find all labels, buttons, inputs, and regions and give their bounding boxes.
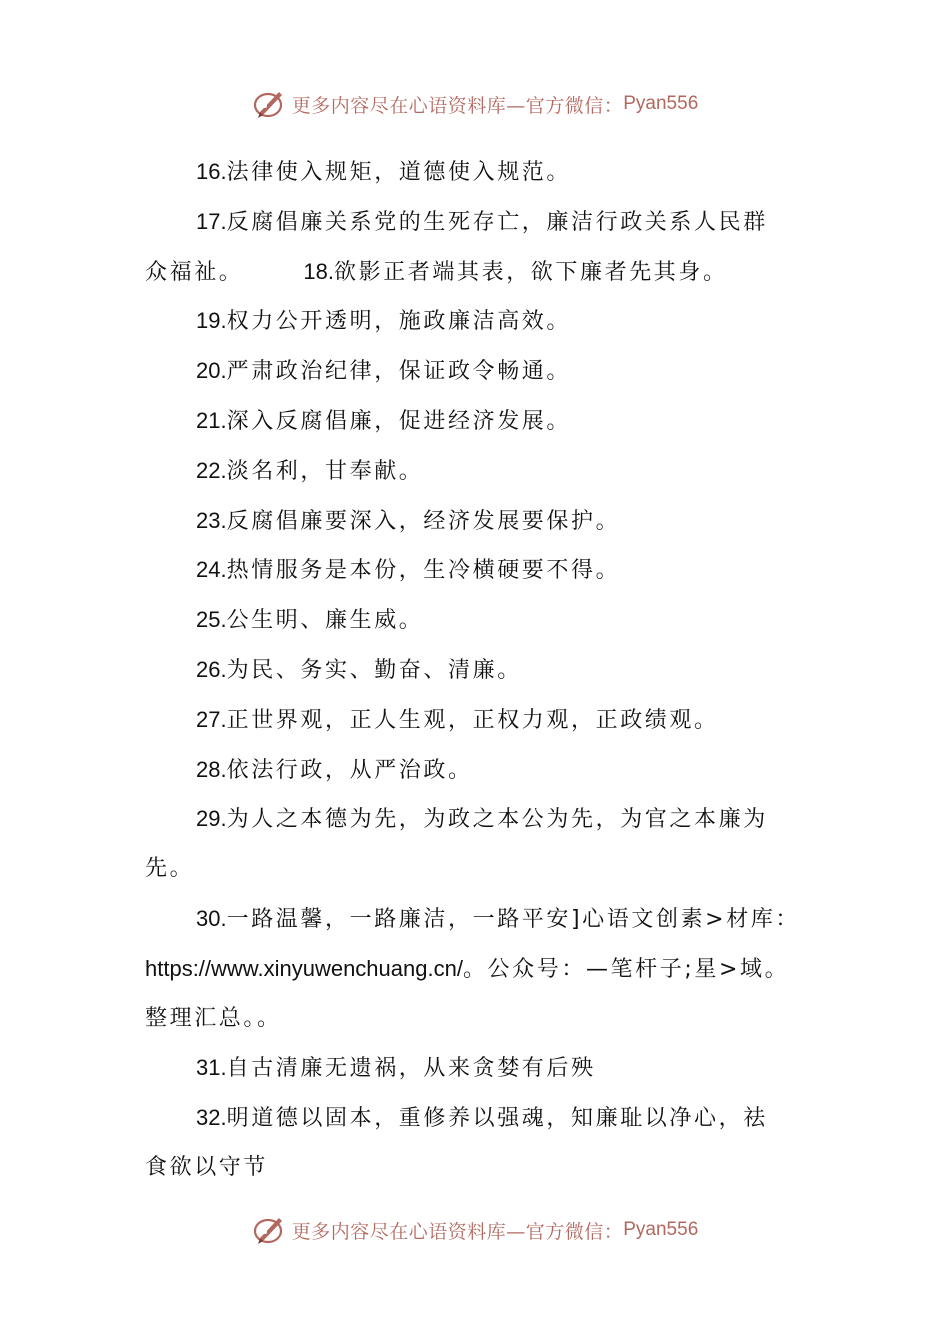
item-number: 26.: [196, 656, 227, 682]
item-number: 21.: [196, 407, 227, 433]
item-text: 公生明、廉生威。: [226, 608, 424, 634]
item-text: 反腐倡廉关系党的生死存亡，廉洁行政关系人民群: [226, 209, 768, 235]
item-text: 淡名利，甘奉献。: [226, 458, 424, 484]
list-item: [145, 695, 813, 745]
item-text: 为民、务实、勤奋、清廉。: [226, 657, 522, 683]
wechat-id: Pyan556: [623, 1219, 699, 1240]
list-item: [145, 147, 813, 197]
list-item: [145, 446, 813, 496]
list-item: [145, 396, 813, 446]
list-item: [145, 645, 813, 695]
pen-logo-icon: [252, 1212, 288, 1248]
item-text: 一路温馨，一路廉洁，一路平安]心语文创素>材库：: [226, 906, 801, 932]
item-number: 19.: [196, 308, 227, 334]
item-number: 23.: [196, 507, 227, 533]
list-item-continuation: [145, 944, 813, 994]
list-item: [145, 496, 813, 546]
wechat-id: Pyan556: [623, 93, 699, 114]
list-item: [145, 197, 813, 247]
item-number: 25.: [196, 607, 227, 633]
item-text: 法律使入规矩，道德使入规范。: [226, 160, 571, 185]
item-text: 为人之本德为先，为政之本公为先，为官之本廉为: [226, 807, 768, 833]
item-number: 29.: [196, 806, 227, 832]
item-text: 整理汇总。。: [145, 1005, 282, 1031]
item-text: 欲影正者端其表，欲下廉者先其身。: [334, 259, 728, 285]
pen-logo-icon: [252, 86, 288, 122]
list-item: [145, 745, 813, 795]
item-text: 反腐倡廉要深入，经济发展要保护。: [226, 508, 621, 534]
item-text: 。公众号：—笔杆子;星>域。: [462, 956, 790, 982]
item-text: 先。: [145, 856, 195, 882]
item-text: 正世界观，正人生观，正权力观，正政绩观。: [226, 707, 719, 733]
item-text: 深入反腐倡廉，促进经济发展。: [226, 408, 571, 434]
list-item: [145, 346, 813, 396]
item-text: 明道德以固本，重修养以强魂，知廉耻以净心，祛: [226, 1106, 768, 1132]
list-item: [145, 247, 813, 297]
list-item: [145, 794, 813, 844]
item-text: 食欲以守节: [145, 1154, 269, 1180]
item-number: 28.: [196, 756, 227, 782]
item-number: 30.: [196, 905, 227, 931]
list-item: [145, 296, 813, 346]
banner-text: 更多内容尽在心语资料库—官方微信：: [291, 1220, 624, 1243]
item-number: 27.: [196, 706, 227, 732]
footer-banner: [0, 1210, 950, 1250]
item-text: 众福祉。: [145, 259, 244, 285]
list-item-continuation: [145, 1143, 813, 1193]
item-text: 权力公开透明，施政廉洁高效。: [226, 309, 571, 335]
item-text: 依法行政，从严治政。: [226, 757, 473, 783]
item-number: 32.: [196, 1105, 227, 1131]
list-item-continuation: [145, 844, 813, 894]
banner-text: 更多内容尽在心语资料库—官方微信：: [291, 94, 624, 117]
item-text: 自古清廉无遗祸，从来贪婪有后殃: [226, 1056, 596, 1082]
item-number: 24.: [196, 557, 227, 583]
item-number: 16.: [196, 159, 227, 184]
source-url: https://www.xinyuwenchuang.cn/: [145, 955, 463, 981]
list-item: [145, 595, 813, 645]
item-number: 18.: [303, 258, 334, 284]
list-item: [145, 545, 813, 595]
item-number: 17.: [196, 208, 227, 234]
item-number: 20.: [196, 358, 227, 384]
list-item: [145, 1043, 813, 1093]
item-number: 31.: [196, 1055, 227, 1081]
item-text: 热情服务是本份，生冷横硬要不得。: [226, 558, 621, 584]
item-number: 22.: [196, 457, 227, 483]
list-item: [145, 894, 813, 944]
list-item: [145, 1093, 813, 1143]
list-item-continuation: [145, 994, 813, 1044]
document-body: [145, 147, 813, 1193]
item-text: 严肃政治纪律，保证政令畅通。: [226, 359, 571, 385]
header-banner: [0, 84, 950, 124]
